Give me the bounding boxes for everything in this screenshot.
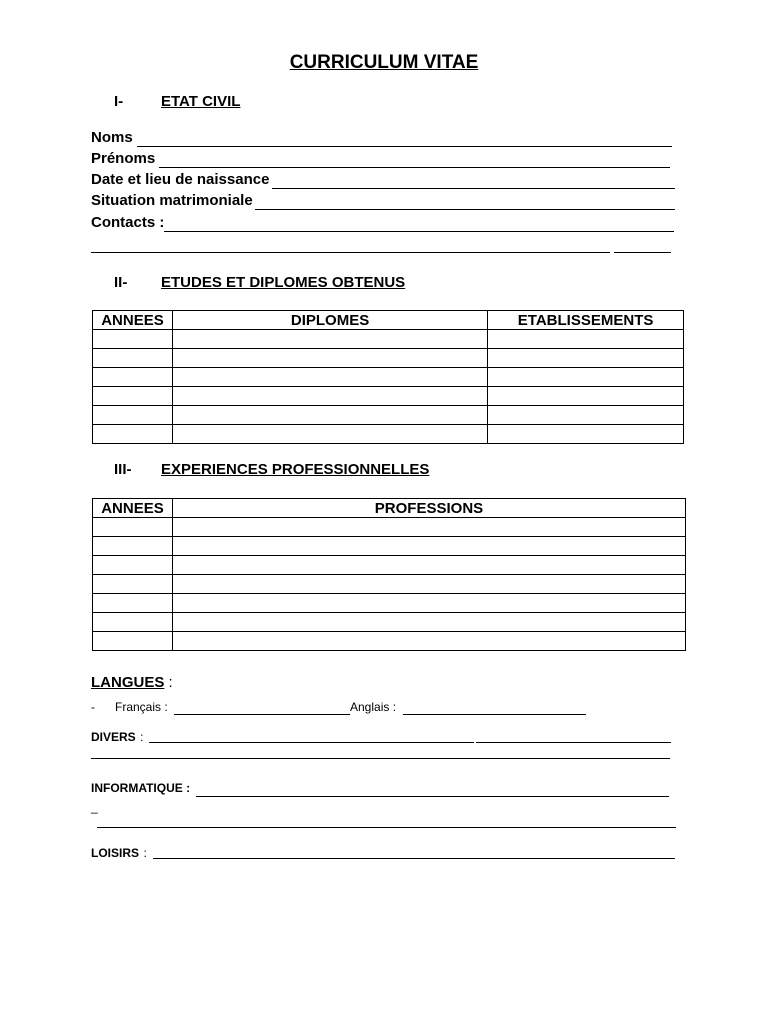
field-naissance-label: Date et lieu de naissance <box>91 171 270 188</box>
table-cell[interactable] <box>93 518 173 537</box>
langues-label: LANGUES <box>91 674 165 691</box>
table-cell[interactable] <box>172 613 685 632</box>
field-naissance-line[interactable] <box>272 188 675 189</box>
divers-line-1b[interactable] <box>476 742 671 743</box>
table-cell[interactable] <box>93 368 173 387</box>
table-row <box>93 537 686 556</box>
loisirs-colon: : <box>143 846 147 860</box>
table-cell[interactable] <box>488 368 684 387</box>
field-contacts-label: Contacts : <box>91 214 165 231</box>
table-row <box>93 632 686 651</box>
table-row <box>93 368 684 387</box>
table-row <box>93 349 684 368</box>
table-row <box>93 406 684 425</box>
field-contacts-line[interactable] <box>164 231 674 232</box>
loisirs-heading <box>91 844 147 862</box>
divers-label: DIVERS <box>91 730 136 744</box>
field-prenoms-line[interactable] <box>159 167 670 168</box>
francais-label: Français : <box>115 700 168 714</box>
table-cell[interactable] <box>488 349 684 368</box>
table-row <box>93 330 684 349</box>
section-3-title: EXPERIENCES PROFESSIONNELLES <box>161 461 430 478</box>
table-cell[interactable] <box>93 594 173 613</box>
table-row <box>93 556 686 575</box>
informatique-line-1[interactable] <box>196 796 669 797</box>
table-cell[interactable] <box>93 632 173 651</box>
table-cell[interactable] <box>93 613 173 632</box>
table-row <box>93 594 686 613</box>
table-cell[interactable] <box>488 406 684 425</box>
field-situation-label: Situation matrimoniale <box>91 192 253 209</box>
informatique-stray-mark: _ <box>91 800 98 814</box>
anglais-line[interactable] <box>403 714 586 715</box>
table-cell[interactable] <box>172 330 487 349</box>
divers-heading <box>91 728 143 746</box>
field-situation-line[interactable] <box>255 209 675 210</box>
table-cell[interactable] <box>172 632 685 651</box>
experience-table-header <box>93 499 686 518</box>
table-cell[interactable] <box>172 518 685 537</box>
anglais-label: Anglais : <box>350 700 397 714</box>
document-title: CURRICULUM VITAE <box>289 52 479 73</box>
field-contacts-line-2b[interactable] <box>614 252 671 253</box>
table-cell[interactable] <box>488 387 684 406</box>
table-cell[interactable] <box>93 406 173 425</box>
table-row <box>93 387 684 406</box>
table-cell[interactable] <box>172 556 685 575</box>
table-cell[interactable] <box>172 594 685 613</box>
table-cell[interactable] <box>172 406 487 425</box>
table-cell[interactable] <box>93 349 173 368</box>
loisirs-label: LOISIRS <box>91 846 140 860</box>
table-row <box>93 613 686 632</box>
section-2-title: ETUDES ET DIPLOMES OBTENUS <box>161 274 406 291</box>
loisirs-line[interactable] <box>153 858 675 859</box>
table-cell[interactable] <box>172 368 487 387</box>
section-2-number: II- <box>114 274 128 291</box>
francais-line[interactable] <box>174 714 350 715</box>
langues-heading <box>91 674 173 691</box>
table-cell[interactable] <box>93 537 173 556</box>
table-cell[interactable] <box>93 387 173 406</box>
table-cell[interactable] <box>93 330 173 349</box>
header-annees: ANNEES <box>93 311 173 330</box>
table-row <box>93 575 686 594</box>
langues-bullet: - <box>91 700 95 714</box>
divers-line-1a[interactable] <box>149 742 474 743</box>
field-contacts-line-2a[interactable] <box>91 252 610 253</box>
header-etablissements: ETABLISSEMENTS <box>488 311 684 330</box>
header-annees: ANNEES <box>93 499 173 518</box>
table-cell[interactable] <box>172 575 685 594</box>
divers-colon: : <box>140 730 144 744</box>
table-row <box>93 425 684 444</box>
section-1-number: I- <box>114 93 124 110</box>
table-cell[interactable] <box>488 425 684 444</box>
table-cell[interactable] <box>172 349 487 368</box>
experience-table <box>92 498 686 651</box>
table-cell[interactable] <box>93 556 173 575</box>
field-noms-label: Noms <box>91 129 133 146</box>
section-3-number: III- <box>114 461 132 478</box>
header-diplomes: DIPLOMES <box>172 311 487 330</box>
field-prenoms-label: Prénoms <box>91 150 156 167</box>
section-1-title: ETAT CIVIL <box>161 93 241 110</box>
diplomas-table-header <box>93 311 684 330</box>
langues-colon: : <box>168 674 173 691</box>
divers-line-2[interactable] <box>91 758 670 759</box>
header-professions: PROFESSIONS <box>172 499 685 518</box>
table-cell[interactable] <box>172 425 487 444</box>
table-row <box>93 518 686 537</box>
table-cell[interactable] <box>93 425 173 444</box>
table-cell[interactable] <box>172 537 685 556</box>
field-noms-line[interactable] <box>137 146 672 147</box>
table-cell[interactable] <box>172 387 487 406</box>
informatique-label: INFORMATIQUE : <box>91 781 191 795</box>
table-cell[interactable] <box>93 575 173 594</box>
diplomas-table <box>92 310 684 444</box>
informatique-line-2[interactable] <box>97 827 676 828</box>
table-cell[interactable] <box>488 330 684 349</box>
